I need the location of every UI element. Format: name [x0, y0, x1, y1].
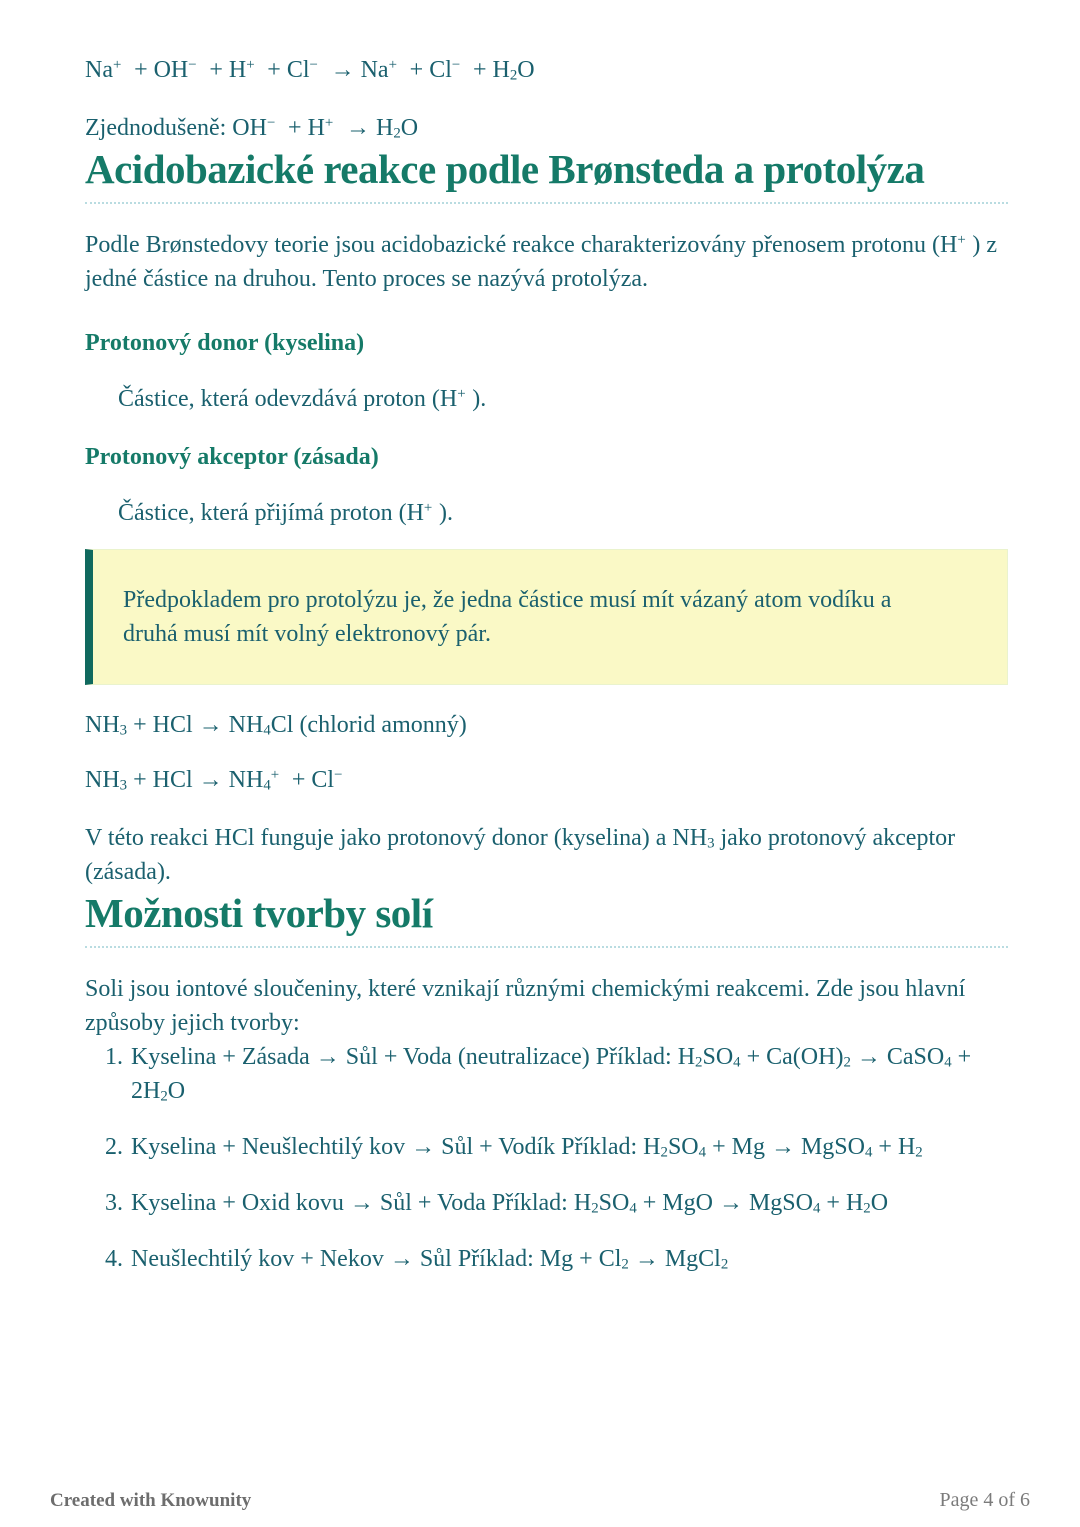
list-item: [105, 1130, 1008, 1164]
paragraph-reaction-explanation: V této reakci HCl funguje jako protonový donor (kyselina) a $NH_3$ jako protonový akceptor (zásada).: [85, 825, 956, 885]
paragraph-bronsted-intro: Podle Brønstedovy teorie jsou acidobazické reakce charakterizovány přenosem protonu (H+ ) z jedné částice na druhou. Tento proces se nazývá protolýza.: [85, 231, 998, 292]
list-item-text: Kyselina + Neušlechtilý kov → Sůl + Vodík Příklad: $H_2SO_4 + Mg$ → MgSO$_4$ + $H_2$: [131, 1134, 923, 1161]
equation-ammonium-ionic: $NH_3$ + HCl → $NH_4^+ + Cl^-$: [85, 766, 343, 794]
section-heading-bronsted: Acidobazické reakce podle Brønsteda a protolýza: [85, 145, 1008, 204]
list-item-text: Kyselina + Zásada → Sůl + Voda (neutralizace) Příklad: $H_2SO_4 + Ca(OH)_2$ → CaSO$_4$ + $2H_2O$: [131, 1044, 972, 1105]
list-item-number: 2.: [105, 1134, 123, 1160]
list-item-number: 4.: [105, 1246, 123, 1272]
callout-text: Předpokladem pro protolýzu je, že jedna částice musí mít vázaný atom vodíku a druhá musí mít volný elektronový pár.: [123, 587, 892, 647]
list-item: [105, 1040, 1008, 1108]
footer-page-indicator: Page 4 of 6: [939, 1489, 1030, 1511]
list-item: [105, 1242, 1008, 1276]
list-item-text: Neušlechtilý kov + Nekov → Sůl Příklad: $Mg + Cl_2$ → MgCl$_2$: [131, 1246, 729, 1273]
equation-simplified: Zjednodušeně: $OH^- + H^+ \to H_2O$: [85, 114, 419, 142]
term-proton-donor: Protonový donor (kyselina): [85, 330, 365, 356]
list-item: [105, 1186, 1008, 1220]
page-footer: [50, 1489, 1030, 1512]
definition-proton-acceptor: Částice, která přijímá proton (H+ ).: [118, 499, 453, 526]
list-item-text: Kyselina + Oxid kovu → Sůl + Voda Příklad: $H_2SO_4$ + MgO → MgSO$_4$ + $H_2O$: [131, 1190, 889, 1217]
equation-ammonium-chloride: $NH_3$ + HCl → $NH_4Cl$ (chlorid amonný): [85, 712, 467, 739]
list-item-number: 1.: [105, 1044, 123, 1070]
section-heading-salts: Možnosti tvorby solí: [85, 889, 1008, 948]
highlight-callout-box: [85, 549, 1008, 685]
footer-created-with: Created with Knowunity: [50, 1490, 252, 1511]
equation-neutralization-full: $Na^+ + OH^- + H^+ + Cl^- \to Na^+ + Cl^- + H_2O$: [85, 56, 535, 84]
definition-proton-donor: Částice, která odevzdává proton (H+ ).: [118, 385, 487, 412]
salt-formation-list: [85, 1040, 1008, 1276]
term-proton-acceptor: Protonový akceptor (zásada): [85, 444, 379, 470]
paragraph-salts-intro: Soli jsou iontové sloučeniny, které vznikají různými chemickými reakcemi. Zde jsou hlavní způsoby jejich tvorby:: [85, 976, 966, 1036]
list-item-number: 3.: [105, 1190, 123, 1216]
